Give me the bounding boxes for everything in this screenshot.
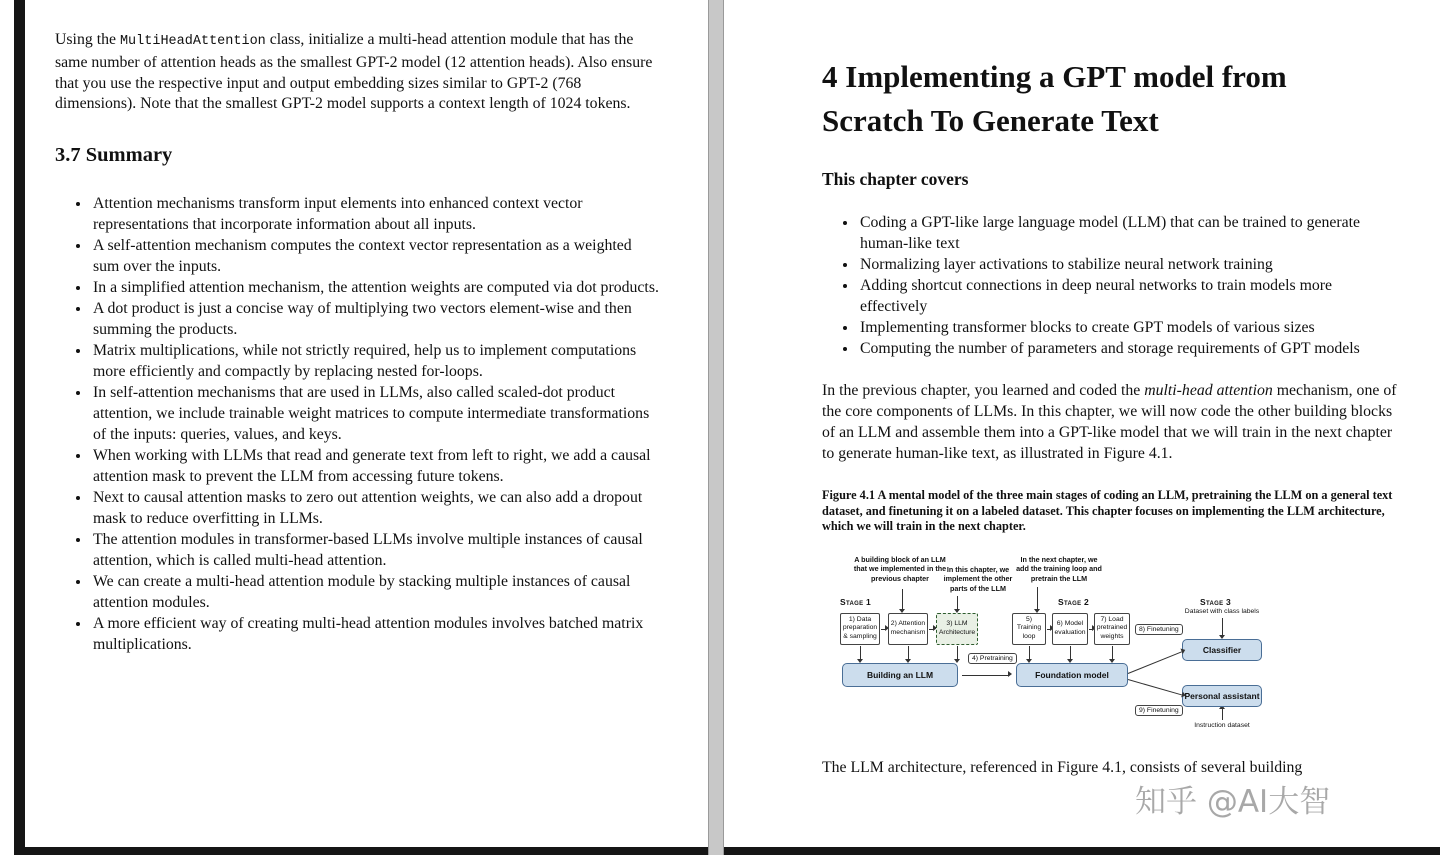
- chapter-title-line: Scratch To Generate Text: [822, 103, 1159, 138]
- box-building-an-llm: Building an LLM: [842, 663, 958, 687]
- label-pretraining: 4) Pretraining: [968, 653, 1017, 664]
- list-item: • We can create a multi-head attention module by stacking multiple instances of causal attention modules.: [91, 571, 661, 613]
- finetuning-arrow: [1128, 679, 1182, 696]
- paragraph-text: In the previous chapter, you learned and coded the: [822, 382, 1145, 399]
- label-instruction-dataset: Instruction dataset: [1194, 721, 1250, 729]
- figure-caption: Figure 4.1 A mental model of the three main stages of coding an LLM, pretraining the LLM on a general text dataset, and finetuning it on a labeled dataset. This chapter focuses on implementing the LLM architecture, which we will train in the next chapter.: [822, 488, 1393, 533]
- chapter-covers-list: [822, 212, 1400, 359]
- flow-arrow: [860, 646, 861, 659]
- flow-arrow: [929, 629, 933, 630]
- page-gutter: [708, 0, 724, 855]
- list-item: • Adding shortcut connections in deep neural networks to train models more effectively: [858, 275, 1400, 317]
- box-personal-assistant: Personal assistant: [1182, 685, 1262, 707]
- box-model-evaluation: 6) Model evaluation: [1052, 613, 1088, 645]
- figure-annotation-prev-chapter: A building block of an LLM that we implemented in the previous chapter: [853, 554, 947, 583]
- stage-1-label: Stage 1: [840, 596, 872, 607]
- annotation-arrow: [1037, 587, 1038, 609]
- list-item: • A more efficient way of creating multi-head attention modules involves batched matrix multiplications.: [91, 613, 661, 655]
- pretraining-arrow: [962, 675, 1008, 676]
- flow-arrow: [1047, 629, 1050, 630]
- list-item: • Matrix multiplications, while not strictly required, help us to implement computations more efficiently and compactly by replacing nested for-loops.: [91, 340, 661, 382]
- label-finetuning-9: 9) Finetuning: [1135, 705, 1183, 716]
- paragraph-text: Using the: [55, 31, 120, 48]
- list-item: • A dot product is just a concise way of multiplying two vectors element-wise and then summing the products.: [91, 298, 661, 340]
- chapter-title-line: 4 Implementing a GPT model from: [822, 59, 1287, 94]
- watermark: 知乎 @AI大智: [1135, 784, 1331, 820]
- annotation-arrow: [902, 589, 903, 609]
- flow-arrow: [1029, 646, 1030, 659]
- flow-arrow: [881, 629, 885, 630]
- summary-list: [55, 193, 661, 655]
- flow-arrow: [1070, 646, 1071, 659]
- paragraph-text: mechanism, one of the core components of LLMs. In this chapter, we will now code the other building blocks of an LLM and assemble them into a GPT-like model that we will train in the next chapter to generate human-like text, as illustrated in Figure 4.1.: [822, 382, 1397, 462]
- list-item: • Attention mechanisms transform input elements into enhanced context vector representations that incorporate information about all inputs.: [91, 193, 661, 235]
- box-training-loop: 5) Training loop: [1012, 613, 1046, 645]
- chapter-title: [822, 55, 1400, 143]
- figure-4-1-diagram: [830, 551, 1282, 743]
- label-finetuning-8: 8) Finetuning: [1135, 624, 1183, 635]
- list-item: • The attention modules in transformer-based LLMs involve multiple instances of causal attention, which is called multi-head attention.: [91, 529, 661, 571]
- flow-arrow: [957, 646, 958, 659]
- figure-annotation-next-chapter: In the next chapter, we add the training loop and pretrain the LLM: [1016, 554, 1102, 583]
- paragraph-text: class, initialize a multi-head attention module that has the same number of attention heads as the smallest GPT-2 model (12 attention heads). Also ensure that you use the respective input and output embedding sizes similar to GPT-2 (768 dimensions). Note that the smallest GPT-2 model supports a context length of 1024 tokens.: [55, 31, 653, 113]
- right-page: [822, 55, 1400, 778]
- stage-2-label: Stage 2: [1058, 596, 1090, 607]
- list-item: • When working with LLMs that read and generate text from left to right, we add a causal attention mask to prevent the LLM from accessing future tokens.: [91, 445, 661, 487]
- label-dataset-class-labels: Dataset with class labels: [1184, 607, 1260, 615]
- list-item: • In self-attention mechanisms that are used in LLMs, also called scaled-dot product attention, we include trainable weight matrices to compute intermediate transformations of the inputs: queries, values, and keys.: [91, 382, 661, 445]
- box-data-preparation: 1) Data preparation & sampling: [840, 613, 880, 645]
- list-item: • A self-attention mechanism computes the context vector representation as a weighted sum over the inputs.: [91, 235, 661, 277]
- flow-arrow: [1112, 646, 1113, 659]
- page-edge-shadow-left: [14, 0, 25, 855]
- italic-term: multi-head attention: [1144, 382, 1273, 399]
- flow-arrow: [908, 646, 909, 659]
- list-item: • Next to causal attention masks to zero out attention weights, we can also add a dropout mask to reduce overfitting in LLMs.: [91, 487, 661, 529]
- intro-paragraph: [822, 380, 1400, 464]
- dataset-arrow: [1222, 709, 1223, 720]
- flow-arrow: [1089, 629, 1092, 630]
- list-item: • In a simplified attention mechanism, the attention weights are computed via dot products.: [91, 277, 661, 298]
- list-item: • Computing the number of parameters and storage requirements of GPT models: [858, 338, 1400, 359]
- list-item: • Normalizing layer activations to stabilize neural network training: [858, 254, 1400, 275]
- box-llm-architecture: 3) LLM Architecture: [936, 613, 978, 645]
- box-load-pretrained-weights: 7) Load pretrained weights: [1094, 613, 1130, 645]
- annotation-arrow: [957, 596, 958, 609]
- finetuning-arrow: [1128, 651, 1182, 674]
- stage-3-label: Stage 3: [1200, 596, 1232, 607]
- page-edge-shadow-bottom: [14, 847, 1440, 855]
- box-attention-mechanism: 2) Attention mechanism: [888, 613, 928, 645]
- closing-paragraph: The LLM architecture, referenced in Figure 4.1, consists of several building: [822, 758, 1303, 776]
- box-foundation-model: Foundation model: [1016, 663, 1128, 687]
- chapter-covers-heading: This chapter covers: [822, 169, 969, 189]
- exercise-paragraph: [55, 30, 661, 115]
- left-page: [55, 30, 661, 655]
- figure-annotation-this-chapter: In this chapter, we implement the other parts of the LLM: [943, 564, 1013, 593]
- box-classifier: Classifier: [1182, 639, 1262, 661]
- list-item: • Implementing transformer blocks to create GPT models of various sizes: [858, 317, 1400, 338]
- dataset-arrow: [1222, 618, 1223, 635]
- inline-code: MultiHeadAttention: [119, 34, 266, 49]
- section-heading-summary: 3.7 Summary: [55, 144, 173, 167]
- list-item: • Coding a GPT-like large language model (LLM) that can be trained to generate human-like text: [858, 212, 1400, 254]
